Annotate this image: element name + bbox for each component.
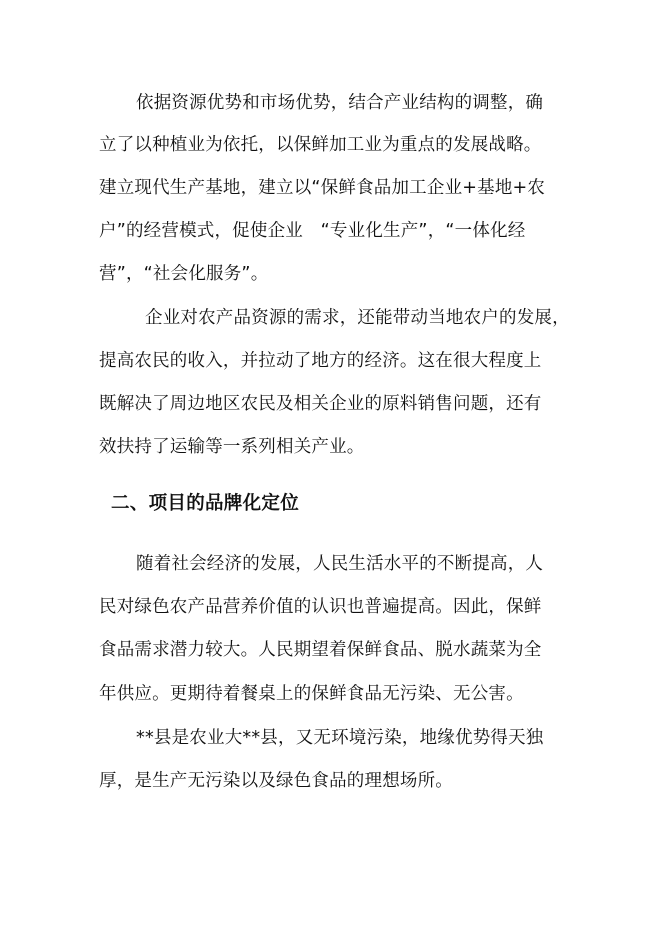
paragraph-4-line-2: 厚，是生产无污染以及绿色食品的理想场所。 [99,771,453,791]
paragraph-1-line-1: 依据资源优势和市场优势，结合产业结构的调整，确 [136,93,544,113]
paragraph-3-line-3: 食品需求潜力较大。人民期望着保鲜食品、脱水蔬菜为全 [99,640,542,660]
section-heading: 二、项目的品牌化定位 [111,493,300,514]
paragraph-3-line-2: 民对绿色农产品营养价值的认识也普遍提高。因此，保鲜 [99,597,542,617]
paragraph-2-line-3: 既解决了周边地区农民及相关企业的原料销售问题，还有 [99,394,542,414]
paragraph-1-line-2: 立了以种植业为依托，以保鲜加工业为重点的发展战略。 [99,135,542,155]
paragraph-4-line-1: **县是农业大**县，又无环境污染，地缘优势得天独 [136,728,544,748]
paragraph-3-line-4: 年供应。更期待着餐桌上的保鲜食品无污染、无公害。 [99,684,524,704]
paragraph-3-line-1: 随着社会经济的发展，人民生活水平的不断提高，人 [136,554,544,574]
paragraph-1-line-4: 户”的经营模式，促使企业 “专业化生产”，“一体化经 [99,221,526,241]
paragraph-2-line-2: 提高农民的收入，并拉动了地方的经济。这在很大程度上 [99,351,542,371]
paragraph-2-line-1: 企业对农产品资源的需求，还能带动当地农户的发展， [145,308,570,328]
paragraph-2-line-4: 效扶持了运输等一系列相关产业。 [99,437,365,457]
paragraph-1-line-3: 建立现代生产基地，建立以“保鲜食品加工企业+基地+农 [99,178,546,198]
paragraph-1-line-5: 营”，“社会化服务”。 [99,264,269,284]
